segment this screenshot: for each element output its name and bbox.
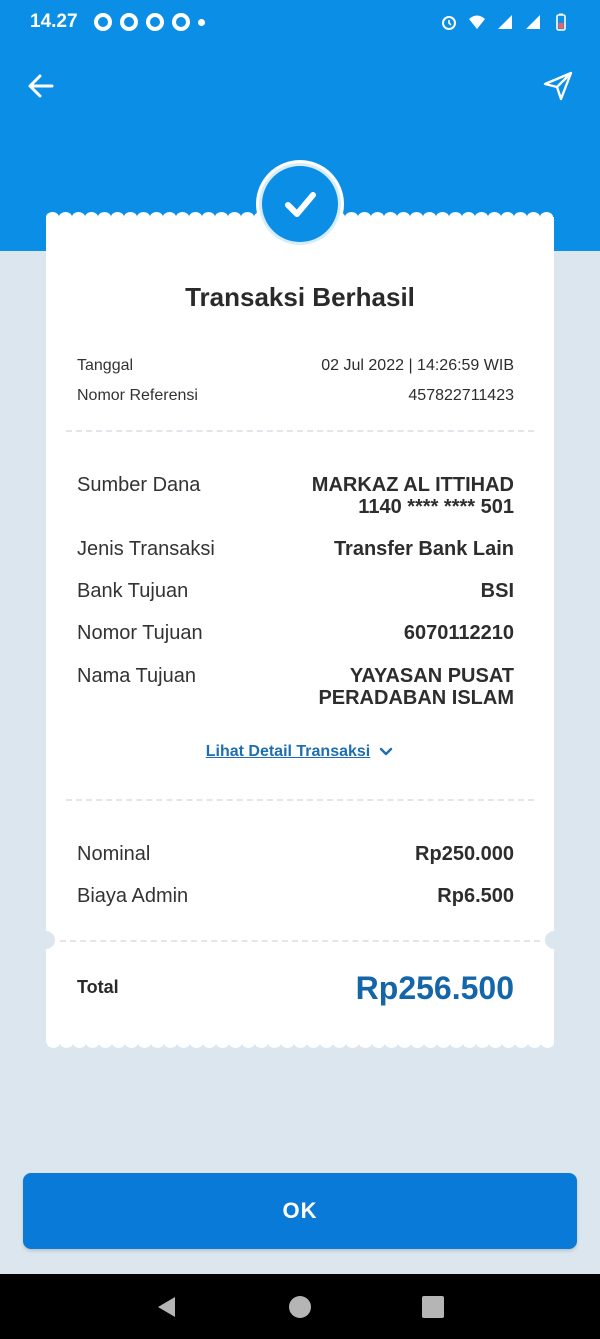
notification-icons (94, 13, 205, 31)
app-bar (0, 58, 600, 114)
messenger-icon (94, 13, 112, 31)
destination-bank-row (77, 580, 514, 603)
reference-label: Nomor Referensi (77, 387, 198, 404)
destination-number-label: Nomor Tujuan (77, 622, 203, 644)
divider (60, 940, 540, 942)
source-fund-account: 1140 **** **** 501 (358, 496, 514, 518)
destination-name-line-2: PERADABAN ISLAM (318, 687, 514, 709)
system-navigation-bar (0, 1274, 600, 1339)
view-detail-label[interactable]: Lihat Detail Transaksi (205, 743, 371, 760)
destination-number-value: 6070112210 (403, 622, 514, 644)
transaction-type-row (77, 538, 514, 561)
divider (66, 430, 534, 432)
source-fund-label: Sumber Dana (77, 474, 201, 496)
messenger-icon (120, 13, 138, 31)
check-icon (280, 184, 320, 224)
destination-bank-value: BSI (480, 580, 514, 602)
compass-icon (172, 13, 190, 31)
source-fund-row (77, 474, 514, 518)
recents-nav-icon[interactable] (420, 1294, 446, 1320)
destination-name-line-1: YAYASAN PUSAT (349, 665, 514, 687)
admin-fee-value: Rp6.500 (437, 885, 514, 907)
back-nav-icon[interactable] (154, 1294, 180, 1320)
arrow-left-icon[interactable] (26, 71, 56, 101)
destination-name-row (77, 665, 514, 709)
nominal-value: Rp250.000 (415, 843, 514, 865)
home-nav-icon[interactable] (287, 1294, 313, 1320)
success-badge (256, 160, 344, 248)
wifi-icon (468, 13, 486, 31)
nominal-label: Nominal (77, 843, 151, 865)
send-icon[interactable] (542, 70, 574, 102)
divider (66, 799, 534, 801)
date-label: Tanggal (77, 357, 134, 374)
transaction-type-value: Transfer Bank Lain (333, 538, 514, 560)
transaction-type-label: Jenis Transaksi (77, 538, 215, 560)
destination-number-row (77, 622, 514, 645)
more-notifications-dot (198, 19, 205, 26)
date-value: 02 Jul 2022 | 14:26:59 WIB (321, 357, 514, 374)
page-title: Transaksi Berhasil (185, 282, 415, 312)
total-value: Rp256.500 (355, 970, 514, 1006)
status-time: 14.27 (30, 11, 78, 32)
ok-button[interactable]: OK (23, 1173, 577, 1249)
date-row (77, 357, 514, 375)
source-fund-value (312, 474, 514, 518)
destination-bank-label: Bank Tujuan (77, 580, 189, 602)
destination-name-label: Nama Tujuan (77, 665, 196, 687)
admin-fee-label: Biaya Admin (77, 885, 189, 907)
signal-icon (524, 13, 542, 31)
admin-fee-row (77, 885, 514, 908)
check-circle (262, 166, 338, 242)
view-detail-link[interactable] (0, 743, 600, 761)
source-fund-name: MARKAZ AL ITTIHAD (311, 474, 514, 496)
facebook-icon (146, 13, 164, 31)
battery-icon (552, 13, 570, 31)
nominal-row (77, 843, 514, 866)
signal-icon (496, 13, 514, 31)
destination-name-value (318, 665, 514, 709)
status-bar (0, 0, 600, 44)
alarm-icon (440, 13, 458, 31)
chevron-down-icon[interactable] (378, 744, 394, 760)
system-icons (440, 13, 570, 31)
reference-value: 457822711423 (408, 387, 514, 404)
reference-row (77, 387, 514, 405)
total-label: Total (77, 977, 119, 997)
